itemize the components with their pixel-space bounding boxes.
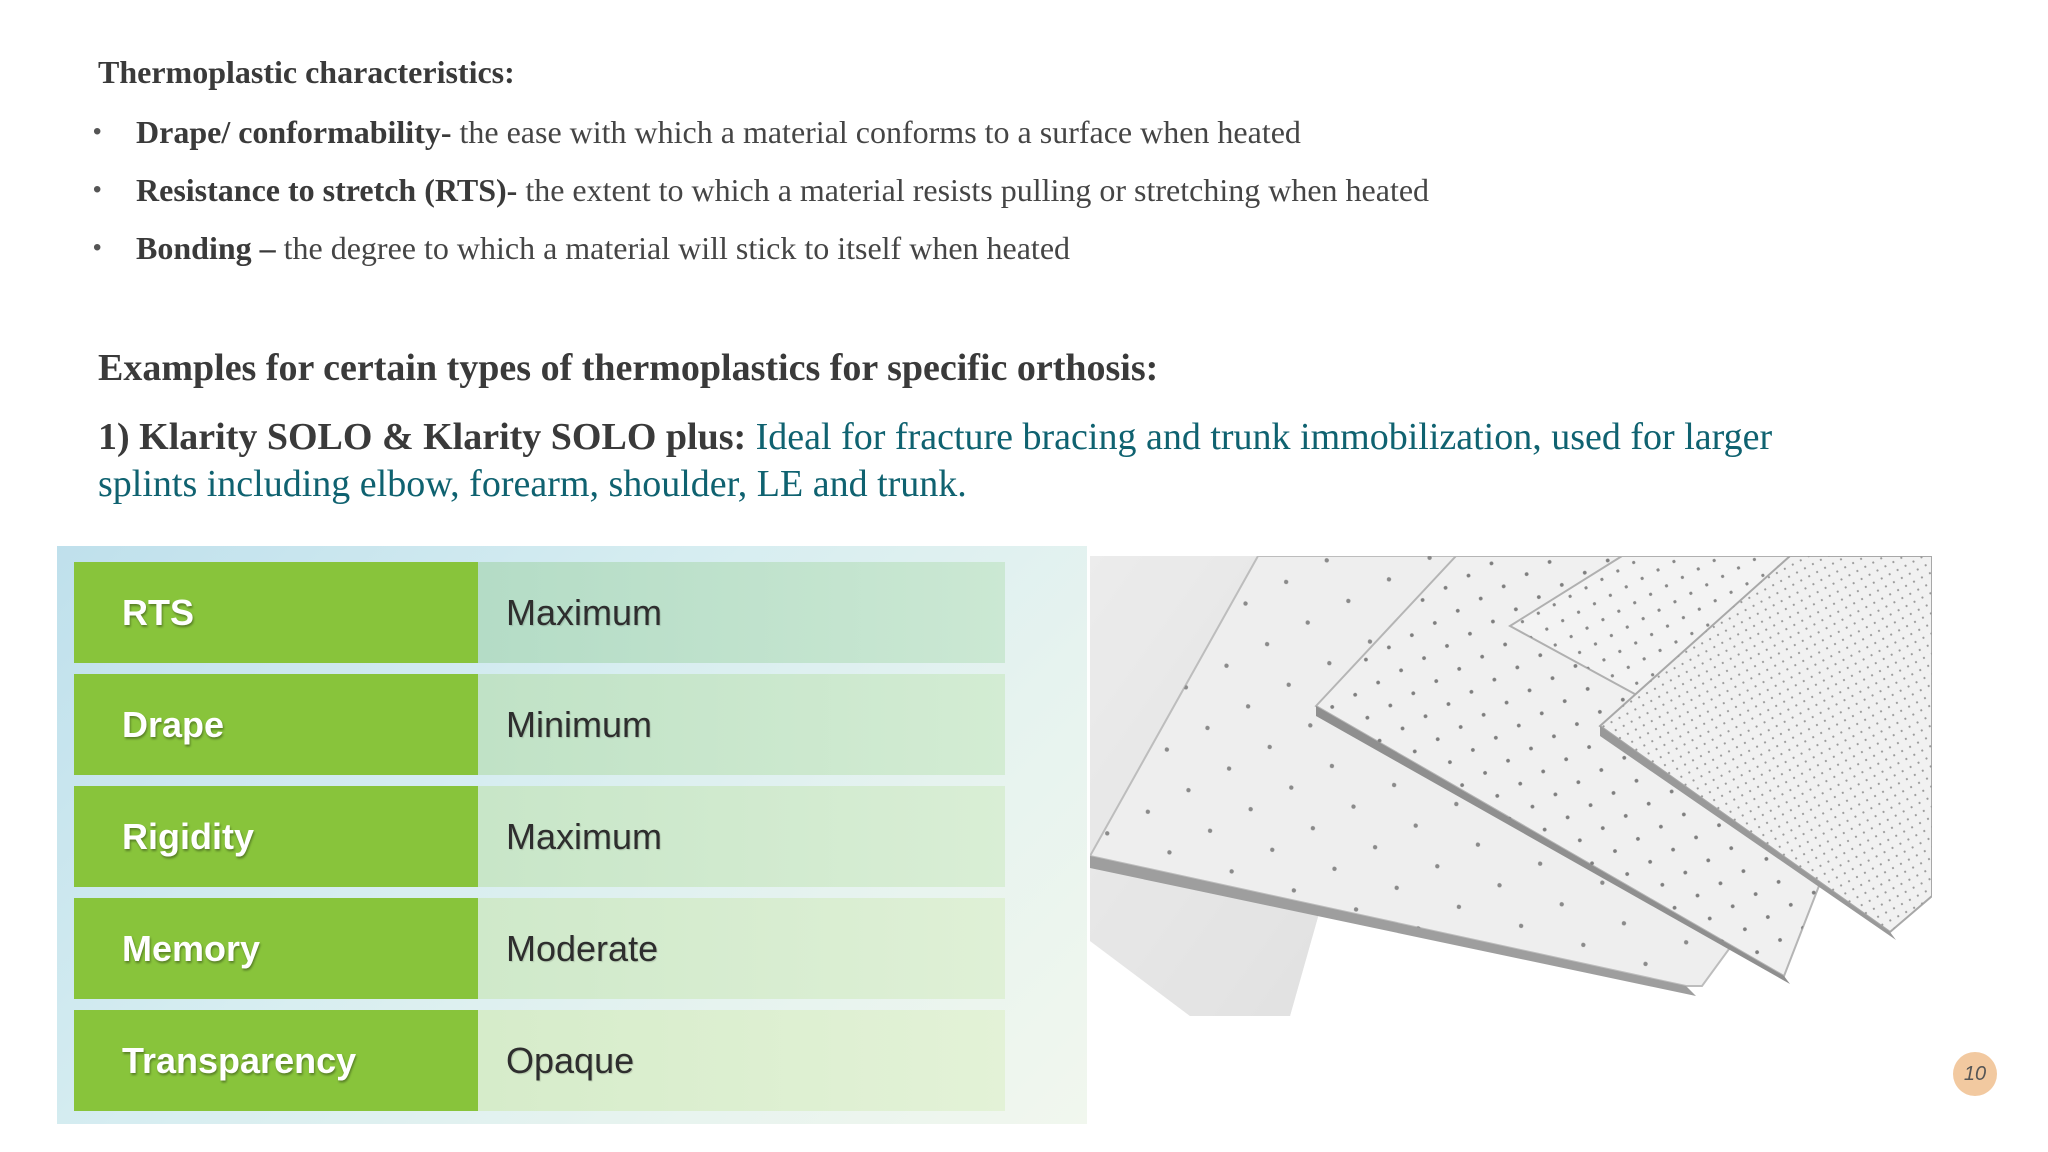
example-title: 1) Klarity SOLO & Klarity SOLO plus: [98, 416, 747, 458]
term-description: the ease with which a material conforms to a surface when heated [451, 114, 1301, 150]
property-value: Maximum [478, 786, 1005, 887]
table-row [74, 562, 1005, 663]
term: Bonding – [136, 230, 276, 266]
property-table [57, 546, 1087, 1124]
examples-heading: Examples for certain types of thermoplastics for specific orthosis: [98, 347, 1159, 389]
bullet-icon: • [93, 118, 102, 145]
table-row [74, 898, 1005, 999]
term: Drape/ conformability- [136, 114, 452, 150]
table-row [74, 786, 1005, 887]
property-value: Moderate [478, 898, 1005, 999]
thermoplastic-sheets-image [1090, 556, 1932, 1042]
example-item [98, 414, 1878, 508]
property-value: Maximum [478, 562, 1005, 663]
property-label: RTS [74, 562, 478, 663]
table-row [74, 674, 1005, 775]
table-row [74, 1010, 1005, 1111]
characteristics-heading: Thermoplastic characteristics: [98, 54, 515, 90]
property-label: Drape [74, 674, 478, 775]
characteristics-list [93, 112, 1429, 286]
property-value: Minimum [478, 674, 1005, 775]
property-label: Memory [74, 898, 478, 999]
list-item [93, 112, 1429, 170]
page-number-badge: 10 [1953, 1052, 1997, 1096]
term-description: the degree to which a material will stick to itself when heated [275, 230, 1071, 266]
property-label: Transparency [74, 1010, 478, 1111]
bullet-icon: • [93, 176, 102, 203]
list-item [93, 228, 1429, 286]
example-description: Ideal for fracture bracing and trunk immobilization, used for larger splints including elbow, forearm, shoulder, LE and trunk. [98, 416, 1773, 505]
property-label: Rigidity [74, 786, 478, 887]
term-description: the extent to which a material resists pulling or stretching when heated [517, 172, 1430, 208]
bullet-icon: • [93, 234, 102, 261]
term: Resistance to stretch (RTS)- [136, 172, 518, 208]
property-value: Opaque [478, 1010, 1005, 1111]
list-item [93, 170, 1429, 228]
